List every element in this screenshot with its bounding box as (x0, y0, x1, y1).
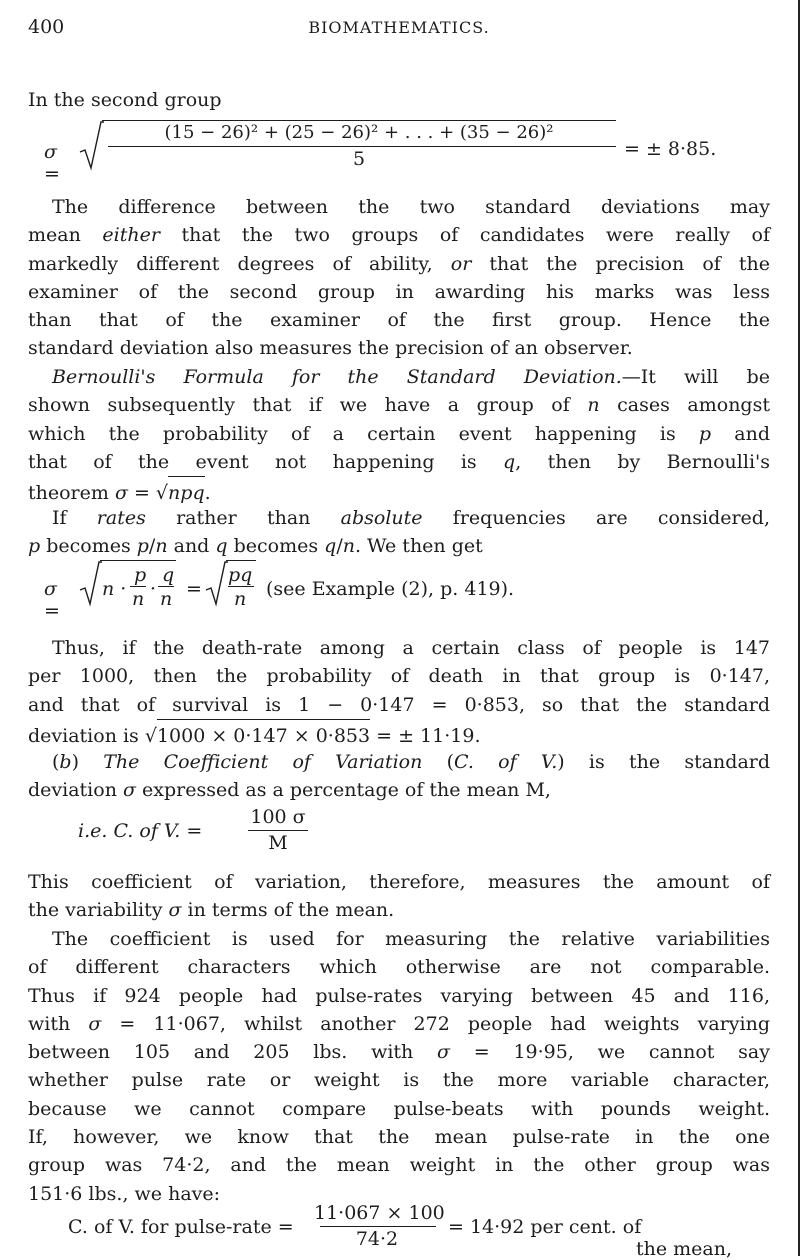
text-line: per 1000, then the probability of death in that group is 0·147, (28, 665, 770, 688)
text-line: theorem σ = √npq. (28, 476, 770, 507)
eq-lhs: C. of V. for pulse-rate = (68, 1216, 294, 1238)
text-line: deviation is √1000 × 0·147 × 0·853 = ± 11·19. (28, 719, 770, 750)
fraction-bar (248, 830, 308, 831)
page-header (28, 16, 770, 46)
text-line: deviation σ expressed as a percentage of the mean M, (28, 779, 551, 802)
text-line: Bernoulli's Formula for the Standard Deviation.—It will be (52, 366, 770, 388)
eq-dot: · (150, 578, 157, 600)
radical-sign (78, 560, 102, 608)
text-line: The difference between the two standard deviations may (52, 196, 770, 218)
text-line: shown subsequently that if we have a group of n cases amongst (28, 394, 770, 417)
paragraph-death-rate (28, 634, 770, 750)
fraction-bar (130, 586, 146, 587)
paragraph-bernoulli (28, 363, 770, 507)
eq-numerator: (15 − 26)² + (25 − 26)² + . . . + (35 − 26)² (164, 122, 554, 143)
eq-equals: = (186, 578, 202, 600)
text-line: that of the event not happening is q, then by Bernoulli's (28, 450, 770, 473)
text-line: Thus, if the death-rate among a certain class of people is 147 (52, 637, 770, 659)
paragraph-intro (28, 86, 770, 114)
eq-lhs: σ = (44, 141, 60, 185)
radical-sign (78, 120, 104, 172)
paragraph-coefficient (28, 748, 770, 805)
paragraph-difference (28, 193, 770, 363)
fraction-bar (158, 586, 174, 587)
text-line: Thus if 924 people had pulse-rates varying between 45 and 116, (28, 984, 770, 1007)
text-line: In the second group (28, 89, 222, 111)
radical-bar (100, 560, 176, 561)
text-line: with σ = 11·067, whilst another 272 people had weights varying (28, 1012, 770, 1035)
eq-rhs: = ± 8·85. (624, 138, 717, 160)
page-number: 400 (28, 16, 65, 38)
radical-bar (102, 120, 616, 121)
text-line: group was 74·2, and the mean weight in the other group was (28, 1154, 770, 1177)
eq-denominator: M (268, 832, 288, 854)
eq-n: n (132, 588, 145, 610)
text-line: standard deviation also measures the precision of an observer. (28, 337, 633, 360)
eq-rhs-continued: the mean, (636, 1238, 733, 1260)
eq-denominator: 5 (352, 148, 366, 170)
text-line: mean either that the two groups of candidates were really of (28, 224, 770, 247)
paragraph-relative-variabilities (28, 925, 770, 1208)
running-title: BIOMATHEMATICS. (308, 18, 490, 37)
text-line: between 105 and 205 lbs. with σ = 19·95, we cannot say (28, 1041, 770, 1064)
eq-radicand-n: n · (102, 578, 127, 600)
text-line: This coefficient of variation, therefore, measures the amount of (28, 871, 770, 893)
eq-lhs: σ = (44, 578, 60, 622)
paragraph-rates (28, 504, 770, 561)
eq-rhs: = 14·92 per cent. of (448, 1216, 642, 1238)
eq-q: q (162, 564, 175, 586)
text-line: and that of survival is 1 − 0·147 = 0·853, so that the standard (28, 693, 770, 716)
eq-pq: pq (228, 564, 253, 586)
text-line: whether pulse rate or weight is the more variable character, (28, 1069, 770, 1092)
eq-n: n (160, 588, 173, 610)
fraction-bar (320, 1226, 436, 1227)
fraction-bar (228, 586, 254, 587)
eq-note: (see Example (2), p. 419). (266, 578, 515, 600)
text-line: because we cannot compare pulse-beats with pounds weight. (28, 1097, 770, 1120)
paragraph-measures (28, 868, 770, 925)
text-line: (b) The Coefficient of Variation (C. of V.) is the standard (52, 751, 771, 773)
eq-p: p (134, 564, 147, 586)
text-line: markedly different degrees of ability, or that the precision of the (28, 252, 770, 275)
fraction-bar (108, 146, 616, 147)
text-line: p becomes p/n and q becomes q/n. We then get (28, 535, 483, 558)
text-line: If, however, we know that the mean pulse-rate in the one (28, 1126, 770, 1149)
text-line: which the probability of a certain event happening is p and (28, 422, 770, 445)
text-line: of different characters which otherwise are not comparable. (28, 956, 770, 979)
text-line: If rates rather than absolute frequencies are considered, (52, 507, 771, 529)
text-line: 151·6 lbs., we have: (28, 1182, 221, 1205)
eq-numerator: 11·067 × 100 (314, 1202, 445, 1224)
eq-n: n (234, 588, 247, 610)
radical-bar (226, 560, 256, 561)
eq-lhs: i.e. C. of V. = (78, 820, 203, 842)
text-line: the variability σ in terms of the mean. (28, 899, 395, 922)
text-line: The coefficient is used for measuring the relative variabilities (52, 928, 770, 950)
radical-sign (204, 560, 228, 608)
eq-numerator: 100 σ (250, 806, 306, 828)
text-line: than that of the examiner of the first group. Hence the (28, 309, 770, 332)
eq-denominator: 74·2 (355, 1228, 399, 1250)
text-line: examiner of the second group in awarding his marks was less (28, 280, 770, 303)
